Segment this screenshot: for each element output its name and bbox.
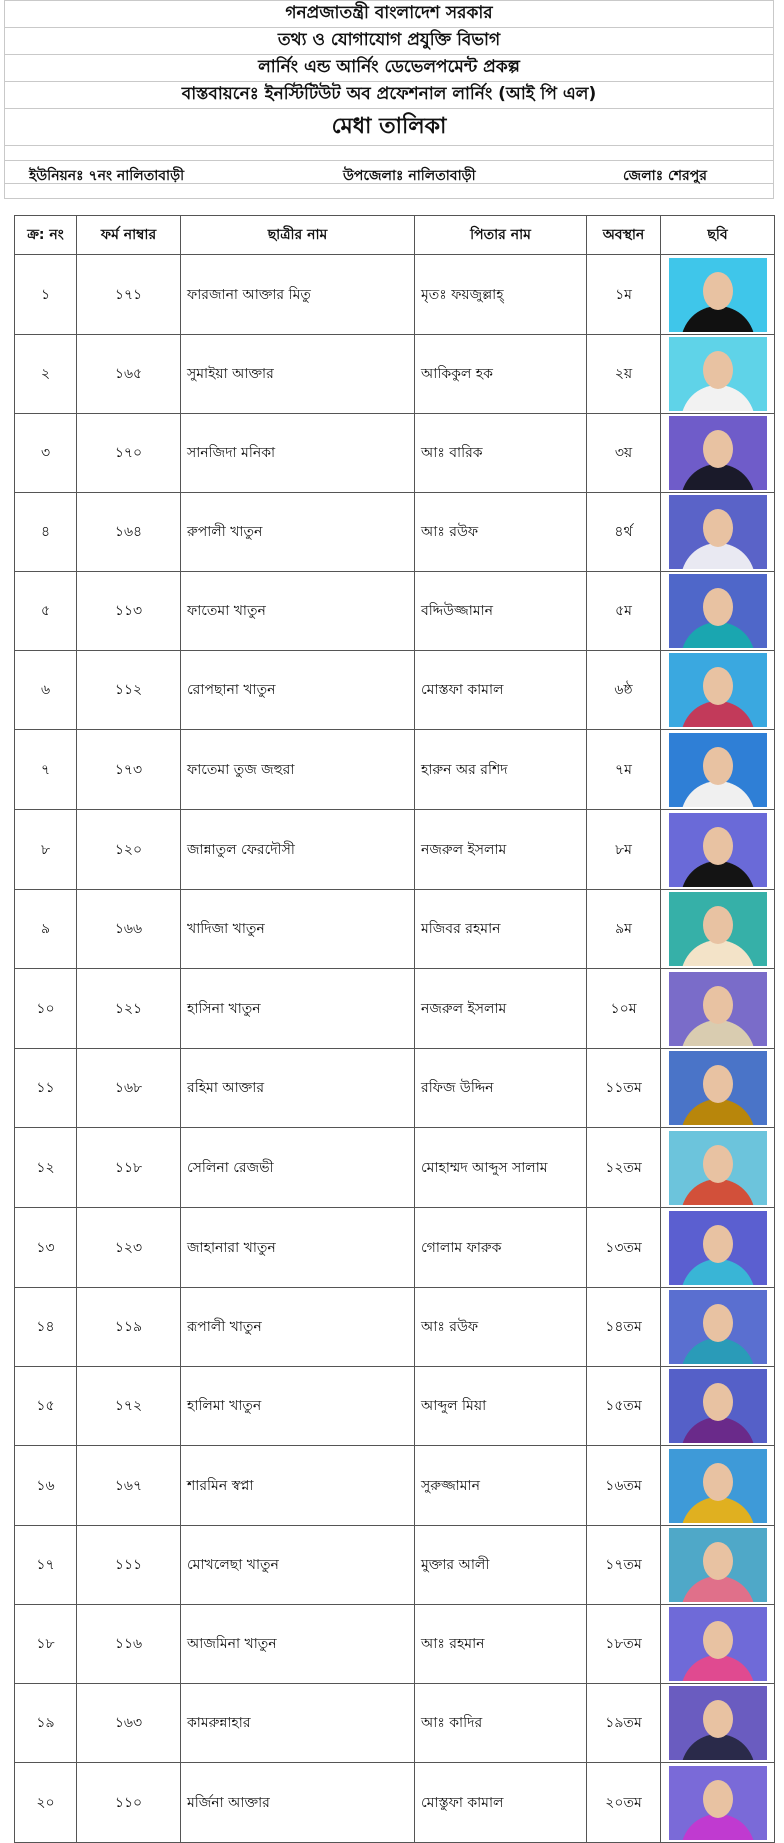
student-photo	[669, 416, 767, 490]
page-title: মেধা তালিকা	[4, 109, 774, 146]
cell-serial: ৫	[15, 572, 77, 651]
spacer-row	[4, 146, 774, 161]
cell-photo	[661, 414, 775, 493]
cell-student-name: মর্জিনা আক্তার	[181, 1763, 415, 1843]
cell-form-number: ১৬৩	[77, 1684, 181, 1763]
cell-position: ১৩তম	[587, 1208, 661, 1288]
col-serial: ক্র: নং	[15, 216, 77, 255]
table-row	[15, 414, 775, 493]
table-row	[15, 1288, 775, 1367]
cell-form-number: ১৬৭	[77, 1446, 181, 1526]
cell-position: ১৫তম	[587, 1367, 661, 1446]
cell-father-name: আঃ রহমান	[415, 1605, 587, 1684]
col-student-name: ছাত্রীর নাম	[181, 216, 415, 255]
cell-student-name: জাহানারা খাতুন	[181, 1208, 415, 1288]
student-photo	[669, 1607, 767, 1681]
table-row	[15, 651, 775, 730]
cell-father-name: আব্দুল মিয়া	[415, 1367, 587, 1446]
student-photo	[669, 1449, 767, 1523]
header-project: লার্নিং এন্ড আর্নিং ডেভেলপমেন্ট প্রকল্প	[4, 55, 774, 82]
cell-student-name: আজমিনা খাতুন	[181, 1605, 415, 1684]
cell-student-name: শারমিন স্বপ্না	[181, 1446, 415, 1526]
student-photo	[669, 574, 767, 648]
cell-position: ২০তম	[587, 1763, 661, 1843]
cell-form-number: ১১০	[77, 1763, 181, 1843]
header-implementer: বাস্তবায়নেঃ ইনস্টিটিউট অব প্রফেশনাল লার্নিং (আই পি এল)	[4, 82, 774, 109]
student-photo	[669, 1686, 767, 1760]
cell-form-number: ১২১	[77, 969, 181, 1049]
cell-photo	[661, 1208, 775, 1288]
cell-serial: ১৭	[15, 1526, 77, 1605]
cell-serial: ১৫	[15, 1367, 77, 1446]
cell-student-name: রুপালী খাতুন	[181, 493, 415, 572]
cell-form-number: ১৭১	[77, 255, 181, 335]
cell-serial: ১০	[15, 969, 77, 1049]
cell-father-name: আঃ কাদির	[415, 1684, 587, 1763]
student-photo	[669, 1131, 767, 1205]
cell-position: ৪র্থ	[587, 493, 661, 572]
cell-student-name: ফাতেমা তুজ জহুরা	[181, 730, 415, 810]
table-row	[15, 890, 775, 969]
cell-father-name: মুক্তার আলী	[415, 1526, 587, 1605]
table-header-row	[15, 216, 775, 255]
cell-student-name: সেলিনা রেজভী	[181, 1128, 415, 1208]
col-father-name: পিতার নাম	[415, 216, 587, 255]
cell-serial: ২	[15, 335, 77, 414]
cell-serial: ১৬	[15, 1446, 77, 1526]
cell-form-number: ১১৩	[77, 572, 181, 651]
cell-form-number: ১১২	[77, 651, 181, 730]
cell-position: ৩য়	[587, 414, 661, 493]
merit-list-sheet	[4, 0, 774, 1843]
cell-position: ১৮তম	[587, 1605, 661, 1684]
cell-serial: ৭	[15, 730, 77, 810]
cell-serial: ৮	[15, 810, 77, 890]
col-position: অবস্থান	[587, 216, 661, 255]
student-photo	[669, 1369, 767, 1443]
cell-photo	[661, 890, 775, 969]
cell-photo	[661, 810, 775, 890]
cell-position: ৫ম	[587, 572, 661, 651]
cell-form-number: ১৭২	[77, 1367, 181, 1446]
upazila-label: উপজেলাঃ নালিতাবাড়ী	[343, 168, 476, 184]
cell-position: ৭ম	[587, 730, 661, 810]
cell-position: ১৭তম	[587, 1526, 661, 1605]
cell-form-number: ১১১	[77, 1526, 181, 1605]
student-photo	[669, 1211, 767, 1285]
cell-photo	[661, 1446, 775, 1526]
cell-serial: ১৩	[15, 1208, 77, 1288]
cell-serial: ১৯	[15, 1684, 77, 1763]
cell-position: ৮ম	[587, 810, 661, 890]
cell-form-number: ১৭৩	[77, 730, 181, 810]
table-row	[15, 1446, 775, 1526]
header-government: গনপ্রজাতন্ত্রী বাংলাদেশ সরকার	[4, 0, 774, 28]
cell-photo	[661, 572, 775, 651]
union-label: ইউনিয়নঃ ৭নং নালিতাবাড়ী	[29, 168, 185, 184]
cell-serial: ৪	[15, 493, 77, 572]
cell-father-name: মোহাম্মদ আব্দুস সালাম	[415, 1128, 587, 1208]
cell-form-number: ১১৬	[77, 1605, 181, 1684]
cell-position: ১৬তম	[587, 1446, 661, 1526]
cell-father-name: মোস্তফা কামাল	[415, 651, 587, 730]
cell-father-name: হারুন অর রশিদ	[415, 730, 587, 810]
district-label: জেলাঃ শেরপুর	[623, 168, 707, 184]
cell-photo	[661, 1763, 775, 1843]
table-row	[15, 572, 775, 651]
col-photo: ছবি	[661, 216, 775, 255]
cell-student-name: জান্নাতুল ফেরদৌসী	[181, 810, 415, 890]
cell-serial: ১৮	[15, 1605, 77, 1684]
cell-form-number: ১৬৫	[77, 335, 181, 414]
student-photo	[669, 1051, 767, 1125]
cell-photo	[661, 335, 775, 414]
cell-serial: ৩	[15, 414, 77, 493]
cell-serial: ১১	[15, 1049, 77, 1128]
cell-form-number: ১২৩	[77, 1208, 181, 1288]
cell-photo	[661, 969, 775, 1049]
cell-student-name: রোপছানা খাতুন	[181, 651, 415, 730]
cell-father-name: মজিবর রহমান	[415, 890, 587, 969]
cell-father-name: গোলাম ফারুক	[415, 1208, 587, 1288]
cell-father-name: সুরুজ্জামান	[415, 1446, 587, 1526]
cell-serial: ১৪	[15, 1288, 77, 1367]
table-row	[15, 335, 775, 414]
student-photo	[669, 258, 767, 332]
cell-position: ১০ম	[587, 969, 661, 1049]
header-division: তথ্য ও যোগাযোগ প্রযুক্তি বিভাগ	[4, 28, 774, 55]
cell-father-name: রফিজ উদ্দিন	[415, 1049, 587, 1128]
cell-photo	[661, 1367, 775, 1446]
cell-position: ১২তম	[587, 1128, 661, 1208]
cell-serial: ৯	[15, 890, 77, 969]
cell-photo	[661, 1605, 775, 1684]
student-photo	[669, 972, 767, 1046]
cell-student-name: মোখলেছা খাতুন	[181, 1526, 415, 1605]
cell-position: ৬ষ্ঠ	[587, 651, 661, 730]
table-row	[15, 1208, 775, 1288]
table-row	[15, 730, 775, 810]
cell-photo	[661, 1049, 775, 1128]
merit-table	[14, 215, 775, 1843]
cell-student-name: রহিমা আক্তার	[181, 1049, 415, 1128]
cell-serial: ২০	[15, 1763, 77, 1843]
cell-form-number: ১২০	[77, 810, 181, 890]
cell-photo	[661, 1684, 775, 1763]
student-photo	[669, 813, 767, 887]
col-form-number: ফর্ম নাম্বার	[77, 216, 181, 255]
cell-student-name: রূপালী খাতুন	[181, 1288, 415, 1367]
table-row	[15, 810, 775, 890]
cell-student-name: খাদিজা খাতুন	[181, 890, 415, 969]
student-photo	[669, 495, 767, 569]
cell-photo	[661, 1526, 775, 1605]
cell-father-name: মোস্তুফা কামাল	[415, 1763, 587, 1843]
cell-father-name: নজরুল ইসলাম	[415, 810, 587, 890]
table-row	[15, 255, 775, 335]
cell-father-name: আকিকুল হক	[415, 335, 587, 414]
table-row	[15, 1049, 775, 1128]
student-photo	[669, 1290, 767, 1364]
table-row	[15, 969, 775, 1049]
table-row	[15, 1367, 775, 1446]
cell-father-name: আঃ রউফ	[415, 1288, 587, 1367]
cell-position: ১৯তম	[587, 1684, 661, 1763]
table-row	[15, 1526, 775, 1605]
cell-position: ২য়	[587, 335, 661, 414]
cell-student-name: কামরুন্নাহার	[181, 1684, 415, 1763]
cell-photo	[661, 730, 775, 810]
cell-student-name: ফাতেমা খাতুন	[181, 572, 415, 651]
cell-form-number: ১১৯	[77, 1288, 181, 1367]
student-photo	[669, 1528, 767, 1602]
cell-student-name: সানজিদা মনিকা	[181, 414, 415, 493]
location-row	[4, 161, 774, 184]
cell-position: ৯ম	[587, 890, 661, 969]
table-row	[15, 1128, 775, 1208]
cell-photo	[661, 255, 775, 335]
student-photo	[669, 653, 767, 727]
cell-father-name: মৃতঃ ফয়জুল্লাহ্	[415, 255, 587, 335]
cell-photo	[661, 1288, 775, 1367]
cell-form-number: ১৭০	[77, 414, 181, 493]
cell-photo	[661, 493, 775, 572]
cell-position: ১ম	[587, 255, 661, 335]
table-row	[15, 1605, 775, 1684]
cell-position: ১৪তম	[587, 1288, 661, 1367]
cell-father-name: বদ্দিউজ্জামান	[415, 572, 587, 651]
table-row	[15, 493, 775, 572]
cell-student-name: হাসিনা খাতুন	[181, 969, 415, 1049]
cell-serial: ৬	[15, 651, 77, 730]
cell-student-name: ফারজানা আক্তার মিতু	[181, 255, 415, 335]
cell-father-name: আঃ রউফ	[415, 493, 587, 572]
student-photo	[669, 892, 767, 966]
cell-student-name: সুমাইয়া আক্তার	[181, 335, 415, 414]
cell-form-number: ১৬৮	[77, 1049, 181, 1128]
student-photo	[669, 337, 767, 411]
cell-serial: ১২	[15, 1128, 77, 1208]
cell-student-name: হালিমা খাতুন	[181, 1367, 415, 1446]
cell-photo	[661, 651, 775, 730]
student-photo	[669, 1766, 767, 1840]
table-row	[15, 1763, 775, 1843]
table-row	[15, 1684, 775, 1763]
cell-form-number: ১১৮	[77, 1128, 181, 1208]
cell-form-number: ১৬৪	[77, 493, 181, 572]
cell-father-name: নজরুল ইসলাম	[415, 969, 587, 1049]
cell-serial: ১	[15, 255, 77, 335]
cell-photo	[661, 1128, 775, 1208]
student-photo	[669, 733, 767, 807]
cell-form-number: ১৬৬	[77, 890, 181, 969]
cell-father-name: আঃ বারিক	[415, 414, 587, 493]
cell-position: ১১তম	[587, 1049, 661, 1128]
